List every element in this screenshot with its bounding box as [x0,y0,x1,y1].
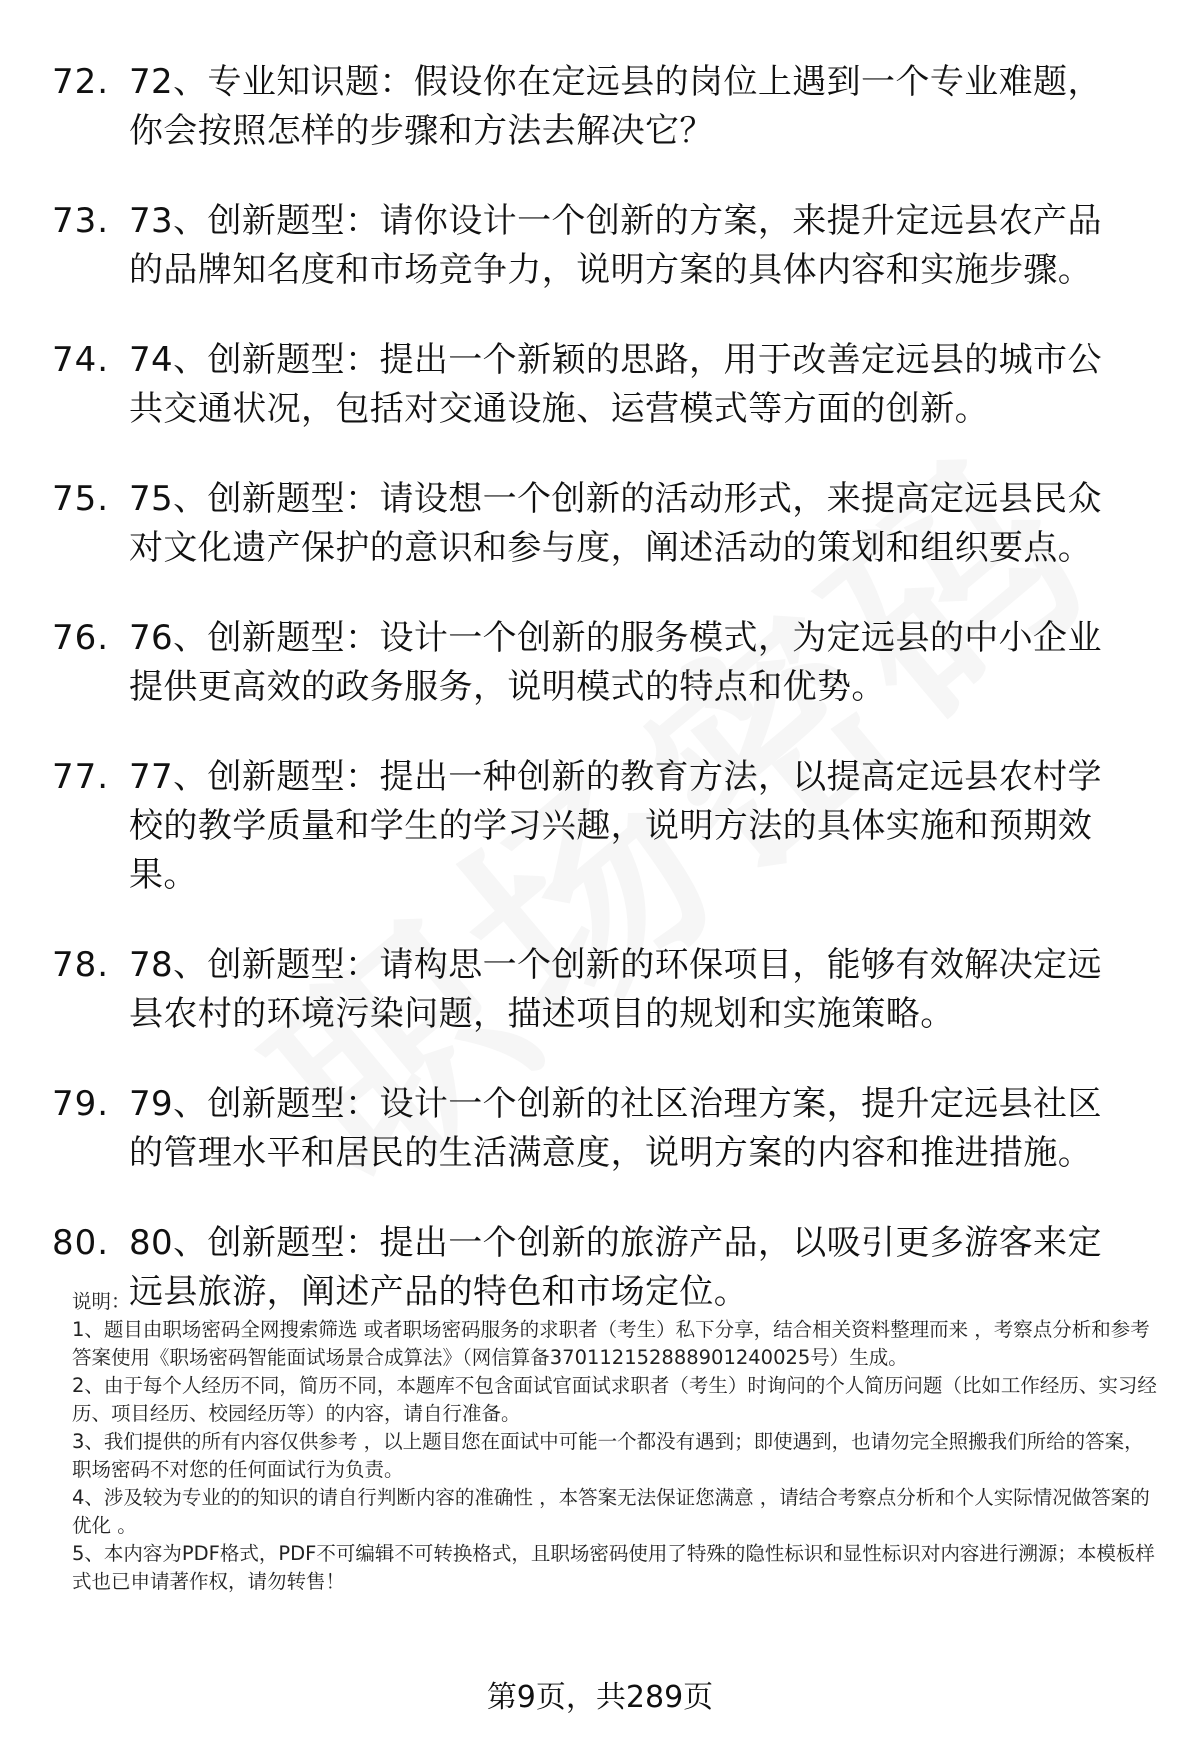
notes-section [72,1288,1162,1596]
question-text: 73、创新题型：请你设计一个创新的方案，来提升定远县农产品的品牌知名度和市场竞争力，说明方案的具体内容和实施步骤。 [129,201,1102,290]
question-number: 73. [52,201,110,241]
question-text: 74、创新题型：提出一个新颖的思路，用于改善定远县的城市公共交通状况，包括对交通设施、运营模式等方面的创新。 [129,340,1102,429]
question-item [52,475,1152,573]
question-text: 75、创新题型：请设想一个创新的活动形式，来提高定远县民众对文化遗产保护的意识和参与度，阐述活动的策划和组织要点。 [129,479,1102,568]
question-number: 72. [52,62,110,102]
question-text: 80、创新题型：提出一个创新的旅游产品，以吸引更多游客来定远县旅游，阐述产品的特色和市场定位。 [129,1223,1102,1312]
question-number: 75. [52,479,110,519]
page-indicator: 第9页，共289页 [486,1680,714,1715]
question-text: 77、创新题型：提出一种创新的教育方法，以提高定远县农村学校的教学质量和学生的学习兴趣，说明方法的具体实施和预期效果。 [129,757,1102,895]
question-item [52,753,1152,900]
note-item: 3、我们提供的所有内容仅供参考 ，以上题目您在面试中可能一个都没有遇到；即使遇到，也请勿完全照搬我们所给的答案，职场密码不对您的任何面试行为负责。 [72,1430,1144,1481]
question-item [52,941,1152,1039]
question-text: 79、创新题型：设计一个创新的社区治理方案，提升定远县社区的管理水平和居民的生活满意度，说明方案的内容和推进措施。 [129,1084,1102,1173]
question-number: 80. [52,1223,110,1263]
question-item [52,1080,1152,1178]
question-text: 78、创新题型：请构思一个创新的环保项目，能够有效解决定远县农村的环境污染问题，描述项目的规划和实施策略。 [129,945,1102,1034]
question-number: 74. [52,340,110,380]
question-text: 76、创新题型：设计一个创新的服务模式，为定远县的中小企业提供更高效的政务服务，说明模式的特点和优势。 [129,618,1102,707]
question-item [52,58,1152,156]
note-item: 4、涉及较为专业的的知识的请自行判断内容的准确性 ，本答案无法保证您满意 ，请结合考察点分析和个人实际情况做答案的优化 。 [72,1486,1150,1537]
question-item [52,336,1152,434]
question-text: 72、专业知识题：假设你在定远县的岗位上遇到一个专业难题，你会按照怎样的步骤和方法去解决它？ [129,62,1102,151]
question-item [52,197,1152,295]
note-item: 5、本内容为PDF格式，PDF不可编辑不可转换格式，且职场密码使用了特殊的隐性标识和显性标识对内容进行溯源；本模板样式也已申请著作权，请勿转售！ [72,1542,1155,1593]
question-number: 76. [52,618,110,658]
question-number: 78. [52,945,110,985]
note-item: 2、由于每个人经历不同，简历不同，本题库不包含面试官面试求职者（考生）时询问的个人简历问题（比如工作经历、实习经历、项目经历、校园经历等）的内容，请自行准备。 [72,1374,1157,1425]
question-list [52,58,1152,1358]
question-number: 79. [52,1084,110,1124]
question-number: 77. [52,757,110,797]
question-item [52,614,1152,712]
notes-heading: 说明： [72,1290,131,1313]
note-item: 1、题目由职场密码全网搜索筛选 或者职场密码服务的求职者（考生）私下分享，结合相关资料整理而来 ，考察点分析和参考答案使用《职场密码智能面试场景合成算法》（网信算备370112152888901240025号）生成。 [72,1318,1150,1369]
